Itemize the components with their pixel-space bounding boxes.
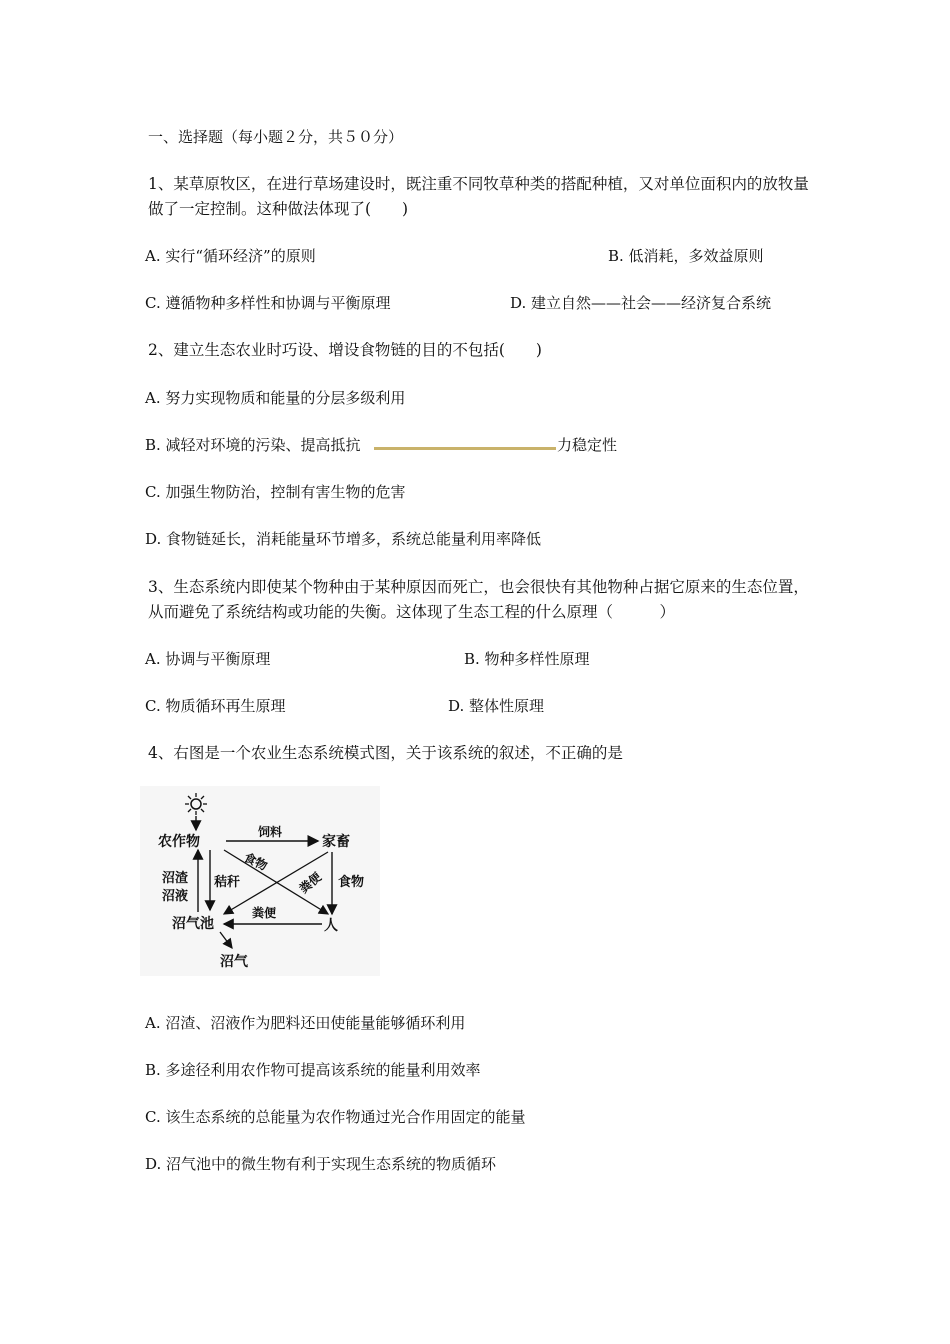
question-3-stem-line2: 从而避免了系统结构或功能的失衡。这体现了生态工程的什么原理（ ） — [148, 603, 676, 621]
edge-straw-label: 秸秆 — [214, 875, 241, 890]
question-4-option-c: C. 该生态系统的总能量为农作物通过光合作用固定的能量 — [145, 1108, 526, 1126]
question-3-option-a: A. 协调与平衡原理 — [145, 650, 271, 668]
question-4-stem: 4、右图是一个农业生态系统模式图，关于该系统的叙述，不正确的是 — [148, 744, 623, 762]
question-1-stem-line1: 1、某草原牧区，在进行草场建设时，既注重不同牧草种类的搭配种植，又对单位面积内的放牧量 — [148, 175, 809, 193]
question-2-option-c: C. 加强生物防治，控制有害生物的危害 — [145, 483, 406, 501]
question-4-option-d: D. 沼气池中的微生物有利于实现生态系统的物质循环 — [145, 1155, 497, 1173]
edge-residue-label: 沼渣 — [162, 871, 189, 886]
question-3-option-c: C. 物质循环再生原理 — [145, 697, 286, 715]
edge-food-right-label: 食物 — [338, 875, 365, 890]
question-2-stem: 2、建立生态农业时巧设、增设食物链的目的不包括( ) — [148, 341, 542, 359]
question-3-stem-line1: 3、生态系统内即使某个物种由于某种原因而死亡，也会很快有其他物种占据它原来的生态位置， — [148, 578, 809, 596]
question-3-option-d: D. 整体性原理 — [448, 697, 545, 715]
node-crops: 农作物 — [158, 834, 200, 850]
question-1-option-c: C. 遵循物种多样性和协调与平衡原理 — [145, 294, 391, 312]
question-1-option-b: B. 低消耗，多效益原则 — [608, 247, 764, 265]
edge-liquid-label: 沼液 — [162, 889, 189, 904]
question-3-option-b: B. 物种多样性原理 — [464, 650, 590, 668]
edge-food-diag-label: 食物 — [241, 850, 270, 874]
question-4-option-a: A. 沼渣、沼液作为肥料还田使能量能够循环利用 — [145, 1014, 466, 1032]
node-livestock: 家畜 — [322, 834, 350, 850]
sun-icon — [185, 793, 207, 815]
question-4-option-b: B. 多途径利用农作物可提高该系统的能量利用效率 — [145, 1061, 481, 1079]
question-1-option-d: D. 建立自然——社会——经济复合系统 — [510, 294, 772, 312]
edge-biogas-arrow — [220, 932, 232, 948]
node-biogas: 沼气 — [220, 954, 248, 970]
question-2-option-d: D. 食物链延长，消耗能量环节增多，系统总能量利用率降低 — [145, 530, 542, 548]
highlight-bar — [374, 447, 556, 450]
agro-ecosystem-diagram — [140, 786, 380, 976]
question-2-option-b-tail: 力稳定性 — [557, 436, 618, 454]
edge-manure-bottom-label: 粪便 — [252, 906, 277, 920]
section-title: 一、选择题（每小题２分，共５０分） — [148, 128, 404, 146]
question-1-stem-line2: 做了一定控制。这种做法体现了( ) — [148, 200, 409, 218]
question-2-option-a: A. 努力实现物质和能量的分层多级利用 — [145, 389, 406, 407]
edge-manure-diag-label: 粪便 — [296, 869, 325, 897]
node-biogas-pool: 沼气池 — [172, 916, 214, 932]
node-human: 人 — [324, 918, 338, 934]
question-1-option-a: A. 实行“循环经济”的原则 — [145, 247, 316, 265]
edge-feed-label: 饲料 — [258, 825, 283, 839]
question-2-option-b: B. 减轻对环境的污染、提高抵抗 — [145, 436, 361, 454]
